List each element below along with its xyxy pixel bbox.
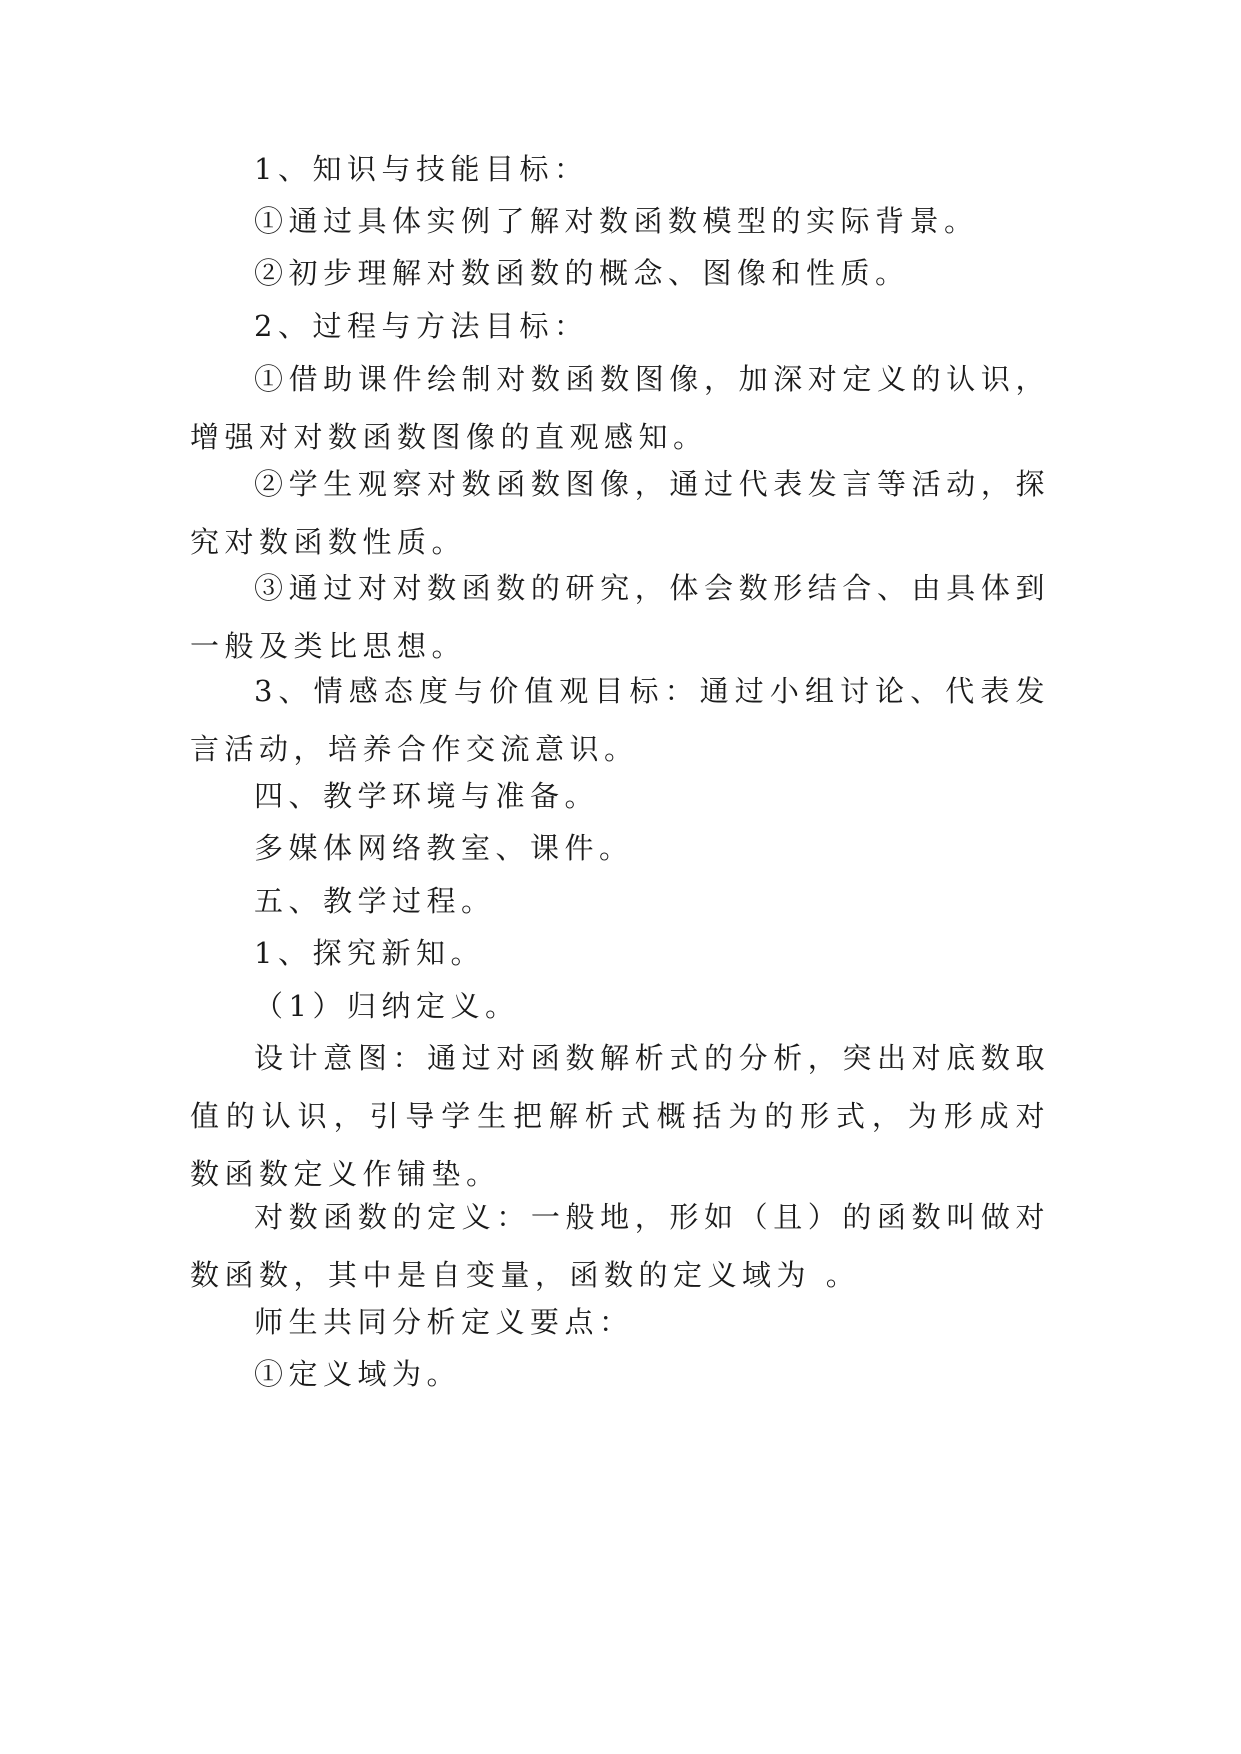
paragraph-analysis-heading: 师生共同分析定义要点： [254,1305,634,1339]
paragraph-goal-2-2: ②学生观察对数函数图像，通过代表发言等活动，探究对数函数性质。 [190,467,1050,559]
paragraph-goal-1-2: ②初步理解对数函数的概念、图像和性质。 [254,256,910,290]
paragraph-environment-content: 多媒体网络教室、课件。 [254,831,634,865]
paragraph-goal-2-3: ③通过对对数函数的研究，体会数形结合、由具体到一般及类比思想。 [190,571,1050,663]
paragraph-point-1: ①定义域为。 [254,1357,462,1391]
paragraph-definition: 对数函数的定义：一般地，形如（且）的函数叫做对数函数，其中是自变量，函数的定义域为 。 [190,1200,1050,1292]
paragraph-design-intent: 设计意图：通过对函数解析式的分析，突出对底数取值的认识，引导学生把解析式概括为的形式，为形成对数函数定义作铺垫。 [190,1041,1050,1191]
paragraph-process-goals-heading: 2、过程与方法目标： [254,309,589,343]
paragraph-emotion-goals: 3、情感态度与价值观目标：通过小组讨论、代表发言活动，培养合作交流意识。 [190,674,1050,766]
paragraph-goal-1-1: ①通过具体实例了解对数函数模型的实际背景。 [254,204,979,238]
paragraph-process-heading: 五、教学过程。 [254,884,496,918]
paragraph-goal-2-1: ①借助课件绘制对数函数图像，加深对定义的认识，增强对对数函数图像的直观感知。 [190,362,1050,454]
paragraph-induce-definition: （1）归纳定义。 [254,989,520,1023]
paragraph-environment-heading: 四、教学环境与准备。 [254,779,600,813]
paragraph-explore-heading: 1、探究新知。 [254,936,485,970]
paragraph-knowledge-goals-heading: 1、知识与技能目标： [254,152,589,186]
